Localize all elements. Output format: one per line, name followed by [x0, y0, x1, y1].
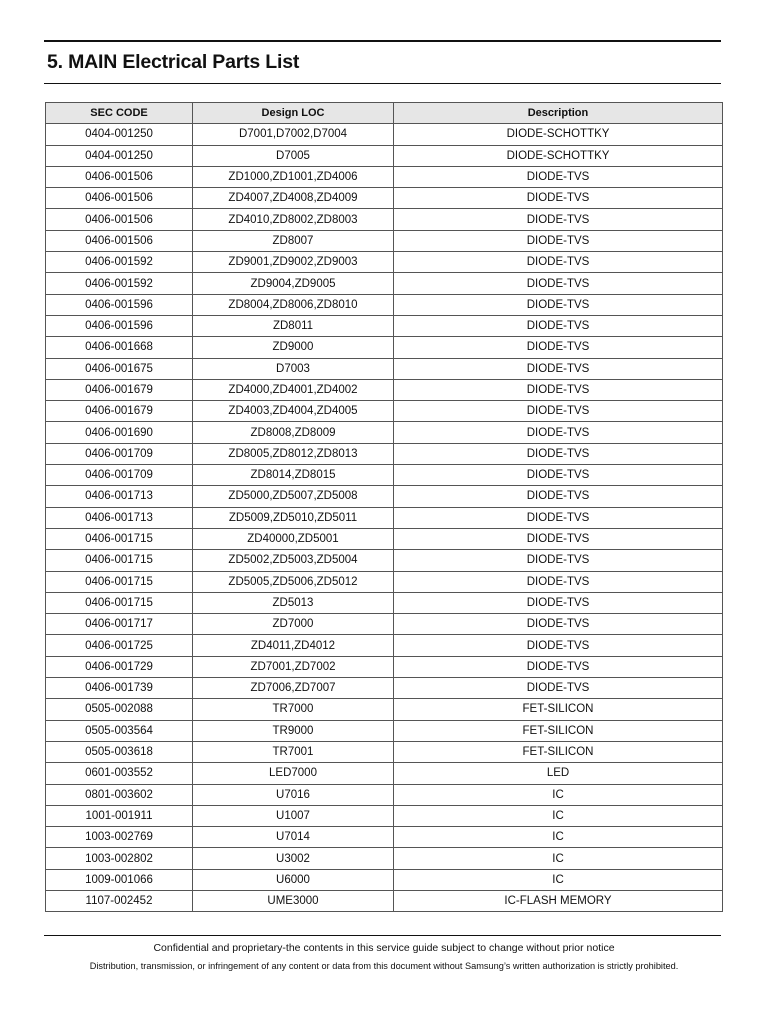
description-cell: DIODE-TVS — [394, 443, 723, 464]
description-cell: DIODE-TVS — [394, 614, 723, 635]
description-cell: LED — [394, 763, 723, 784]
sec-code-cell: 0406-001713 — [46, 486, 193, 507]
design-loc-cell: ZD9001,ZD9002,ZD9003 — [193, 252, 394, 273]
description-cell: FET-SILICON — [394, 720, 723, 741]
sec-code-cell: 0406-001690 — [46, 422, 193, 443]
description-cell: DIODE-SCHOTTKY — [394, 145, 723, 166]
description-cell: DIODE-TVS — [394, 635, 723, 656]
description-cell: DIODE-TVS — [394, 507, 723, 528]
design-loc-cell: U3002 — [193, 848, 394, 869]
sec-code-cell: 0505-002088 — [46, 699, 193, 720]
description-cell: DIODE-TVS — [394, 592, 723, 613]
table-row — [46, 784, 723, 805]
design-loc-cell: TR7001 — [193, 741, 394, 762]
description-cell: DIODE-SCHOTTKY — [394, 124, 723, 145]
table-row — [46, 294, 723, 315]
table-row — [46, 315, 723, 336]
table-row — [46, 550, 723, 571]
table-row — [46, 869, 723, 890]
description-cell: DIODE-TVS — [394, 401, 723, 422]
sec-code-cell: 0406-001709 — [46, 443, 193, 464]
sec-code-cell: 0404-001250 — [46, 124, 193, 145]
sec-code-cell: 0406-001506 — [46, 166, 193, 187]
table-row — [46, 741, 723, 762]
description-cell: DIODE-TVS — [394, 656, 723, 677]
description-cell: DIODE-TVS — [394, 678, 723, 699]
table-row — [46, 656, 723, 677]
design-loc-cell: ZD8004,ZD8006,ZD8010 — [193, 294, 394, 315]
sec-code-cell: 0406-001668 — [46, 337, 193, 358]
design-loc-cell: ZD8005,ZD8012,ZD8013 — [193, 443, 394, 464]
footer-distribution-notice: Distribution, transmission, or infringement of any content or data from this document without Samsung’s written authorization is strictly prohibited. — [89, 961, 679, 971]
table-row — [46, 145, 723, 166]
design-loc-cell: ZD4007,ZD4008,ZD4009 — [193, 188, 394, 209]
design-loc-cell: ZD7006,ZD7007 — [193, 678, 394, 699]
sec-code-cell: 1001-001911 — [46, 805, 193, 826]
table-row — [46, 720, 723, 741]
description-cell: IC-FLASH MEMORY — [394, 890, 723, 911]
design-loc-cell: ZD7001,ZD7002 — [193, 656, 394, 677]
design-loc-cell: D7005 — [193, 145, 394, 166]
table-row — [46, 890, 723, 911]
description-cell: DIODE-TVS — [394, 528, 723, 549]
table-row — [46, 763, 723, 784]
design-loc-cell: TR9000 — [193, 720, 394, 741]
design-loc-cell: ZD5005,ZD5006,ZD5012 — [193, 571, 394, 592]
table-row — [46, 252, 723, 273]
table-row — [46, 465, 723, 486]
design-loc-cell: ZD4000,ZD4001,ZD4002 — [193, 379, 394, 400]
description-cell: DIODE-TVS — [394, 315, 723, 336]
sec-code-cell: 0505-003564 — [46, 720, 193, 741]
sec-code-cell: 1107-002452 — [46, 890, 193, 911]
design-loc-cell: ZD8007 — [193, 230, 394, 251]
description-cell: IC — [394, 827, 723, 848]
title-rule — [44, 83, 721, 84]
design-loc-cell: ZD8014,ZD8015 — [193, 465, 394, 486]
description-cell: DIODE-TVS — [394, 294, 723, 315]
table-row — [46, 379, 723, 400]
sec-code-cell: 0406-001596 — [46, 315, 193, 336]
design-loc-cell: ZD5002,ZD5003,ZD5004 — [193, 550, 394, 571]
table-row — [46, 358, 723, 379]
sec-code-cell: 0406-001715 — [46, 592, 193, 613]
description-cell: IC — [394, 805, 723, 826]
footer-rule — [44, 935, 721, 936]
sec-code-cell: 0406-001592 — [46, 252, 193, 273]
table-row — [46, 848, 723, 869]
sec-code-cell: 0404-001250 — [46, 145, 193, 166]
design-loc-cell: U1007 — [193, 805, 394, 826]
sec-code-cell: 0406-001715 — [46, 571, 193, 592]
design-loc-cell: ZD9000 — [193, 337, 394, 358]
table-header-row — [46, 103, 723, 124]
design-loc-cell: LED7000 — [193, 763, 394, 784]
table-row — [46, 422, 723, 443]
sec-code-cell: 0406-001713 — [46, 507, 193, 528]
design-loc-cell: U7016 — [193, 784, 394, 805]
description-cell: IC — [394, 848, 723, 869]
table-row — [46, 635, 723, 656]
description-cell: DIODE-TVS — [394, 571, 723, 592]
table-row — [46, 678, 723, 699]
design-loc-cell: ZD5013 — [193, 592, 394, 613]
description-cell: FET-SILICON — [394, 741, 723, 762]
design-loc-cell: ZD5009,ZD5010,ZD5011 — [193, 507, 394, 528]
table-row — [46, 805, 723, 826]
parts-table — [45, 102, 723, 912]
design-loc-cell: U7014 — [193, 827, 394, 848]
table-row — [46, 401, 723, 422]
description-cell: DIODE-TVS — [394, 422, 723, 443]
design-loc-cell: TR7000 — [193, 699, 394, 720]
description-cell: DIODE-TVS — [394, 337, 723, 358]
sec-code-cell: 0406-001739 — [46, 678, 193, 699]
sec-code-cell: 0406-001715 — [46, 550, 193, 571]
table-row — [46, 486, 723, 507]
sec-code-cell: 0406-001709 — [46, 465, 193, 486]
table-row — [46, 337, 723, 358]
table-row — [46, 614, 723, 635]
sec-code-cell: 0406-001506 — [46, 209, 193, 230]
table-row — [46, 124, 723, 145]
description-cell: DIODE-TVS — [394, 252, 723, 273]
sec-code-cell: 0406-001506 — [46, 188, 193, 209]
description-cell: DIODE-TVS — [394, 379, 723, 400]
sec-code-cell: 0406-001729 — [46, 656, 193, 677]
design-loc-cell: ZD4010,ZD8002,ZD8003 — [193, 209, 394, 230]
design-loc-cell: D7003 — [193, 358, 394, 379]
sec-code-cell: 0801-003602 — [46, 784, 193, 805]
description-cell: DIODE-TVS — [394, 209, 723, 230]
table-row — [46, 699, 723, 720]
table-row — [46, 528, 723, 549]
sec-code-cell: 0406-001715 — [46, 528, 193, 549]
design-loc-cell: D7001,D7002,D7004 — [193, 124, 394, 145]
table-row — [46, 592, 723, 613]
table-body — [46, 124, 723, 912]
description-cell: FET-SILICON — [394, 699, 723, 720]
header-sec-code: SEC CODE — [46, 103, 193, 124]
sec-code-cell: 0601-003552 — [46, 763, 193, 784]
design-loc-cell: ZD4003,ZD4004,ZD4005 — [193, 401, 394, 422]
description-cell: DIODE-TVS — [394, 358, 723, 379]
table-row — [46, 230, 723, 251]
design-loc-cell: ZD1000,ZD1001,ZD4006 — [193, 166, 394, 187]
description-cell: IC — [394, 784, 723, 805]
page-title: 5. MAIN Electrical Parts List — [47, 51, 300, 73]
design-loc-cell: ZD8008,ZD8009 — [193, 422, 394, 443]
sec-code-cell: 0406-001679 — [46, 401, 193, 422]
sec-code-cell: 1009-001066 — [46, 869, 193, 890]
sec-code-cell: 0406-001679 — [46, 379, 193, 400]
sec-code-cell: 1003-002802 — [46, 848, 193, 869]
description-cell: DIODE-TVS — [394, 230, 723, 251]
design-loc-cell: ZD8011 — [193, 315, 394, 336]
table-row — [46, 273, 723, 294]
table-row — [46, 188, 723, 209]
sec-code-cell: 0406-001596 — [46, 294, 193, 315]
description-cell: DIODE-TVS — [394, 465, 723, 486]
design-loc-cell: ZD9004,ZD9005 — [193, 273, 394, 294]
table-row — [46, 571, 723, 592]
sec-code-cell: 0406-001675 — [46, 358, 193, 379]
design-loc-cell: ZD7000 — [193, 614, 394, 635]
top-rule — [44, 40, 721, 42]
sec-code-cell: 0406-001717 — [46, 614, 193, 635]
footer-confidential-notice: Confidential and proprietary-the contents in this service guide subject to change without prior notice — [153, 942, 615, 954]
design-loc-cell: ZD40000,ZD5001 — [193, 528, 394, 549]
design-loc-cell: U6000 — [193, 869, 394, 890]
description-cell: IC — [394, 869, 723, 890]
table-row — [46, 166, 723, 187]
sec-code-cell: 0505-003618 — [46, 741, 193, 762]
sec-code-cell: 0406-001506 — [46, 230, 193, 251]
description-cell: DIODE-TVS — [394, 273, 723, 294]
sec-code-cell: 0406-001725 — [46, 635, 193, 656]
header-design-loc: Design LOC — [193, 103, 394, 124]
description-cell: DIODE-TVS — [394, 550, 723, 571]
design-loc-cell: ZD4011,ZD4012 — [193, 635, 394, 656]
description-cell: DIODE-TVS — [394, 166, 723, 187]
table-row — [46, 209, 723, 230]
table-row — [46, 507, 723, 528]
description-cell: DIODE-TVS — [394, 188, 723, 209]
sec-code-cell: 0406-001592 — [46, 273, 193, 294]
design-loc-cell: ZD5000,ZD5007,ZD5008 — [193, 486, 394, 507]
sec-code-cell: 1003-002769 — [46, 827, 193, 848]
header-description: Description — [394, 103, 723, 124]
table-row — [46, 827, 723, 848]
description-cell: DIODE-TVS — [394, 486, 723, 507]
table-row — [46, 443, 723, 464]
design-loc-cell: UME3000 — [193, 890, 394, 911]
